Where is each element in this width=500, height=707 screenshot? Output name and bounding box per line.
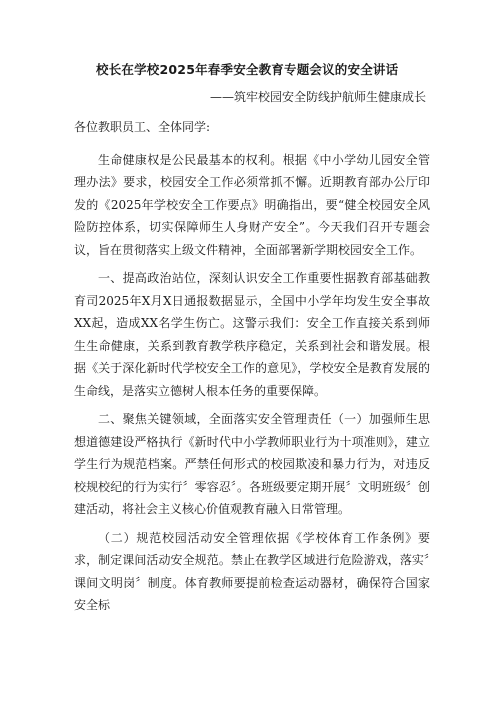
document-body	[74, 110, 430, 617]
paragraph-section-two: 二、聚焦关键领域，全面落实安全管理责任（一）加强师生思想道德建设严格执行《新时代中小学教师职业行为十项准则》，建立学生行为规范档案。严禁任何形式的校园欺凌和暴力行为，对违反校规校纪的行为实行〞零容忍〞。各班级要定期开展〞文明班级〞创建活动，将社会主义核心价值观教育融入日常管理。	[74, 412, 430, 516]
paragraph-section-one: 一、提高政治站位，深刻认识安全工作重要性据教育部基础教育司2025年X月X日通报数据显示，全国中小学年均发生安全事故XX起，造成XX名学生伤亡。这警示我们：安全工作直接关系到师生生命健康，关系到教育教学秩序稳定，关系到社会和谐发展。根据《关于深化新时代学校安全工作的意见》，学校安全是教育发展的生命线，是落实立德树人根本任务的重要保障。	[74, 271, 430, 398]
salutation: 各位教职员工、全体同学:	[74, 120, 211, 134]
document-title: 校长在学校2025年春季安全教育专题会议的安全讲话	[96, 62, 399, 77]
paragraph-section-two-sub: （二）规范校园活动安全管理依据《学校体育工作条例》要求，制定课间活动安全规范。禁止在教学区域进行危险游戏，落实〞课间文明岗〞制度。体育教师要提前检查运动器材，确保符合国家安全标	[74, 530, 430, 612]
document-subtitle: ——筑牢校园安全防线护航师生健康成长	[209, 90, 426, 104]
paragraph-intro: 生命健康权是公民最基本的权利。根据《中小学幼儿园安全管理办法》要求，校园安全工作必须常抓不懈。近期教育部办公厅印发的《2025年学校安全工作要点》明确指出，要“健全校园安全风险防控体系，切实保障师生人身财产安全”。今天我们召开专题会议，旨在贯彻落实上级文件精神，全面部署新学期校园安全工作。	[74, 152, 430, 257]
